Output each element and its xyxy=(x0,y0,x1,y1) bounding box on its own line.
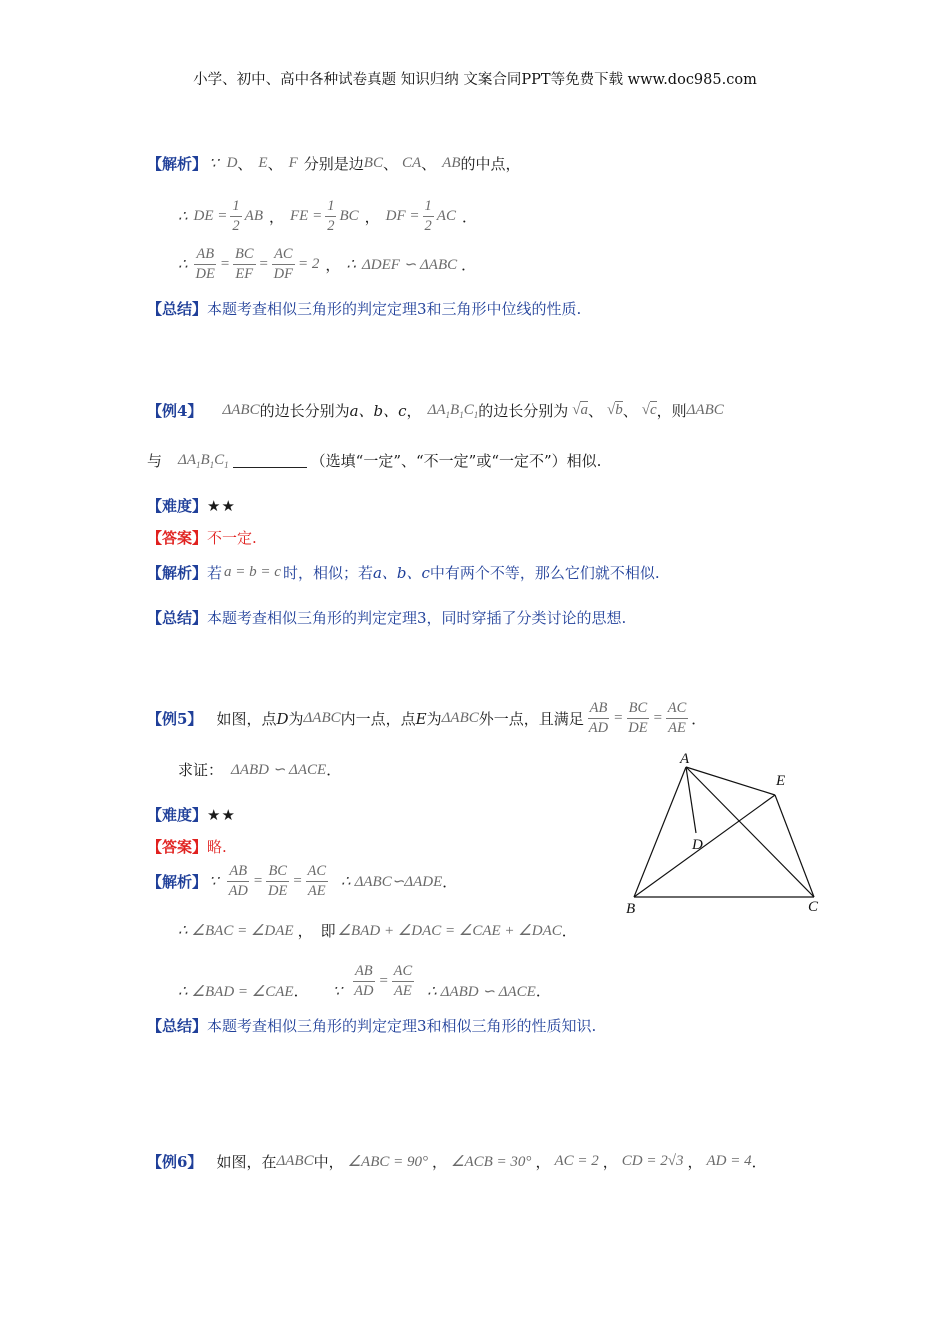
example-tag: 【例6】 xyxy=(147,1153,203,1171)
example-tag: 【例5】 xyxy=(147,710,203,728)
fraction: $\frac{AC}{AE}$ xyxy=(307,863,327,899)
analysis-tag: 【解析】 xyxy=(147,564,208,582)
ex4-answer: 【答案】不一定. xyxy=(147,529,257,547)
ex6-question: 【例6】 如图，在 ΔABC 中， ∠ABC = 90° ， ∠ACB = 30° ， AC = 2 ， CD = 2√3 ， AD = 4 ． xyxy=(147,1153,767,1171)
fraction: $\frac{BC}{DE}$ xyxy=(628,700,648,736)
fraction: $\frac{AB}{AD}$ xyxy=(228,863,248,899)
fraction: $\frac{BC}{EF}$ xyxy=(235,246,254,282)
fraction: $\frac{1}{2}$ xyxy=(424,198,432,234)
analysis-tag: 【解析】 xyxy=(147,155,208,173)
fraction: $\frac{AC}{DF}$ xyxy=(273,246,294,282)
point-label-b: B xyxy=(626,901,636,917)
ex5-analysis-line1: 【解析】 ∵ $\frac{AB}{AD}$ = $\frac{BC}{DE}$ = $\frac{AC}{AE}$ ∴ ΔABC∽ΔADE ． xyxy=(147,863,458,899)
ex3-summary: 【总结】本题考查相似三角形的判定定理3和三角形中位线的性质. xyxy=(147,300,582,318)
point-label-e: E xyxy=(776,773,786,789)
ex5-answer: 【答案】略. xyxy=(147,838,227,856)
fraction: $\frac{AB}{AD}$ xyxy=(588,700,609,736)
segment-ac xyxy=(686,767,814,897)
summary-tag: 【总结】 xyxy=(147,1017,208,1035)
segment-ec xyxy=(775,795,814,897)
ex5-analysis-line3: ∴ ∠BAD = ∠CAE ． ∵ $\frac{AB}{AD}$ = $\frac{AC}{AE}$ ∴ ΔABD ∽ ΔACE ． xyxy=(178,963,551,1000)
ex4-analysis: 【解析】 若 a = b = c 时，相似；若 a、b、c 中有两个不等，那么它们就不相似. xyxy=(147,564,660,582)
page-header: 小学、初中、高中各种试卷真题 知识归纳 文案合同PPT等免费下载 www.doc985.com xyxy=(193,72,757,88)
ex5-difficulty xyxy=(147,804,236,825)
ex5-analysis-line2: ∴ ∠BAC = ∠DAE ， 即 ∠BAD + ∠DAC = ∠CAE + ∠DAC ． xyxy=(178,922,577,940)
answer-blank[interactable] xyxy=(233,453,307,468)
fraction: $\frac{AB}{AD}$ xyxy=(354,963,374,999)
fraction: $\frac{AC}{AE}$ xyxy=(393,963,413,999)
fraction: $\frac{AB}{DE}$ xyxy=(195,246,215,282)
difficulty-tag: 【难度】 xyxy=(147,497,208,515)
ex4-summary: 【总结】本题考查相似三角形的判定定理3，同时穿插了分类讨论的思想. xyxy=(147,609,627,627)
ex4-difficulty xyxy=(147,495,236,516)
ex5-prove: 求证： ΔABD ∽ ΔACE ． xyxy=(178,761,342,779)
point-label-c: C xyxy=(808,899,819,915)
fraction: $\frac{BC}{DE}$ xyxy=(268,863,288,899)
fraction: $\frac{1}{2}$ xyxy=(232,198,240,234)
point-label-d: D xyxy=(692,837,703,853)
point-label-a: A xyxy=(680,751,690,767)
ex5-summary: 【总结】本题考查相似三角形的判定定理3和相似三角形的性质知识. xyxy=(147,1017,597,1035)
ex3-analysis-line3: ∴ $\frac{AB}{DE}$ = $\frac{BC}{EF}$ = $\frac{AC}{DF}$ = 2 ， ∴ ΔDEF ∽ ΔABC ． xyxy=(178,246,477,282)
ex5-question-line1: 【例5】 如图，点 D 为 ΔABC 内一点，点 E 为 ΔABC 外一点，且满足 $\frac{AB}{AD}$ = $\frac{BC}{DE}$ = $\frac{AC}{AE}$ ． xyxy=(147,700,707,736)
difficulty-tag: 【难度】 xyxy=(147,806,208,824)
fraction: $\frac{AC}{AE}$ xyxy=(667,700,687,736)
summary-tag: 【总结】 xyxy=(147,300,208,318)
ex4-question-line2: 与 $\Delta A_1B_1C_1$ （选填“一定”、“不一定”或“一定不”）相似. xyxy=(147,451,602,470)
answer-tag: 【答案】 xyxy=(147,838,208,856)
answer-tag: 【答案】 xyxy=(147,529,208,547)
geometry-figure xyxy=(620,745,830,920)
ex4-question-line1: 【例4】 ΔABC 的边长分别为 a、b、c ， $\Delta A_1B_1C_1$ 的边长分别为 √a 、 √b 、 √c ，则 ΔABC xyxy=(147,401,724,420)
difficulty-stars: ★★ xyxy=(207,806,236,824)
segment-be xyxy=(634,795,775,897)
ex3-analysis-line2: ∴ DE = $\frac{1}{2}$ AB ， FE = $\frac{1}{2}$ BC ， DF = $\frac{1}{2}$ AC ． xyxy=(178,198,477,234)
analysis-tag: 【解析】 xyxy=(147,873,208,891)
fraction: $\frac{1}{2}$ xyxy=(327,198,335,234)
ex3-analysis-line1: 【解析】 ∵ D 、 E 、 F 分别是边 BC 、 CA 、 AB 的中点， xyxy=(147,155,521,173)
difficulty-stars: ★★ xyxy=(207,497,236,515)
summary-tag: 【总结】 xyxy=(147,609,208,627)
example-tag: 【例4】 xyxy=(147,402,203,420)
segment-ad xyxy=(686,767,696,833)
